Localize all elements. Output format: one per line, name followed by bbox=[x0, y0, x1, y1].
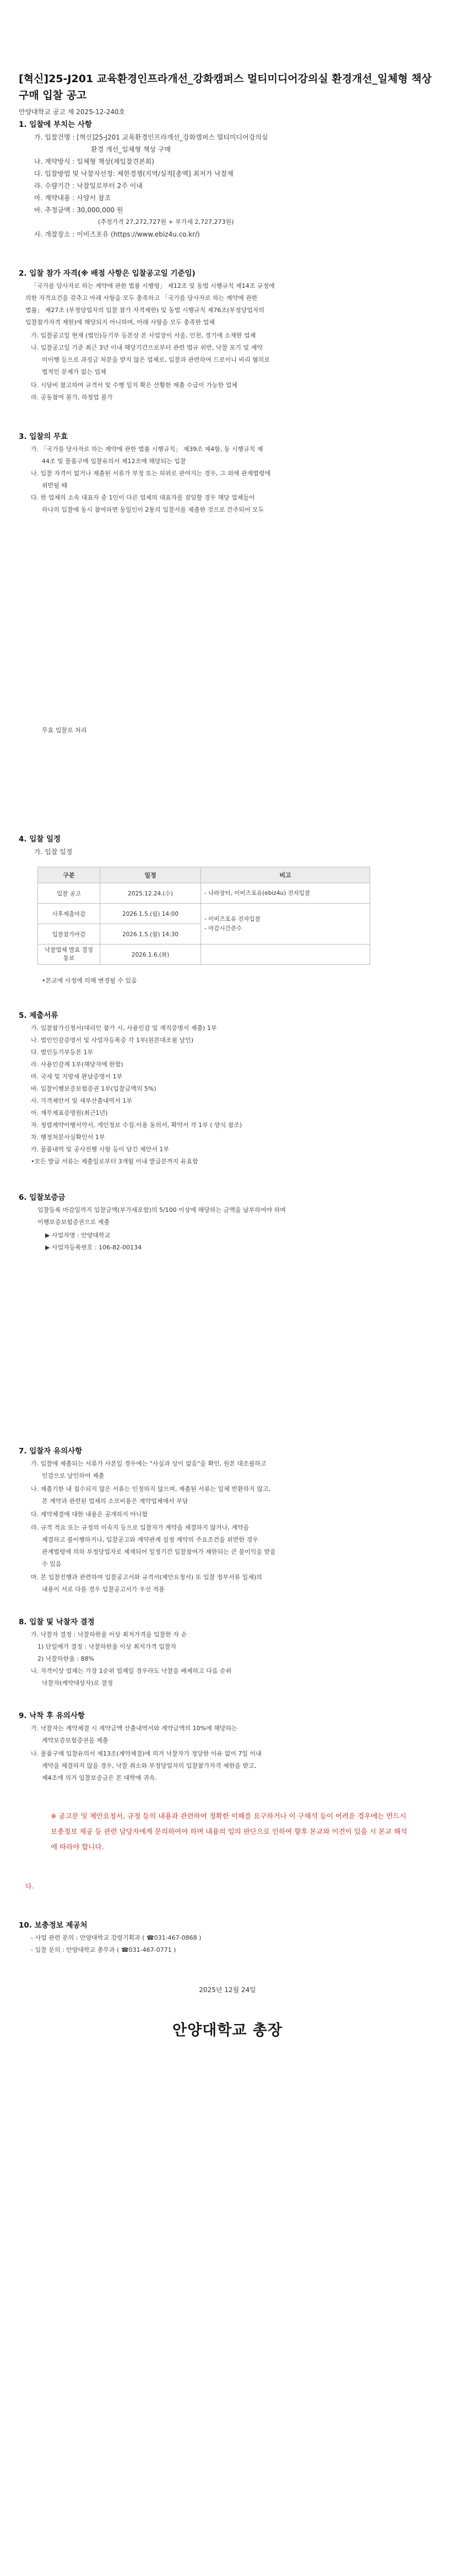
row-note-line: - 이비즈포유 전자입찰 bbox=[204, 915, 261, 922]
s8-item: 2) 낙찰하한율 : 88% bbox=[37, 1655, 95, 1662]
s2-item: 미이행 등으로 과징금 처분을 받지 않은 업체로, 입찰과 관련하여 드로이니 비리 혐의로 bbox=[42, 356, 270, 363]
s8-item: 가. 낙찰자 결정 : 낙찰하한율 이상 최저가격을 입찰한 자 순 bbox=[31, 1631, 187, 1638]
s2-intro: 법률」 제27조 (부정당업자의 입찰 참가 자격제한) 및 동법 시행규칙 제76조(부정당업자의 bbox=[25, 307, 264, 314]
s9-item: 나. 물품구매 입찰유의서 제13조(계약체결)에 의거 낙찰자가 정당한 이유 없이 7일 이내 bbox=[31, 1750, 262, 1757]
row-note-line: - 마감시간준수 bbox=[204, 925, 242, 932]
s5-item: 사. 가격제안서 및 세부산출내역서 1부 bbox=[31, 1097, 132, 1104]
table-row bbox=[38, 944, 370, 965]
s2-intro: 의한 자격요건을 갖추고 아래 사항을 모두 충족하고 「국가를 당사자로 하는 계약에 관한 bbox=[25, 294, 258, 302]
s7-item: 나. 제출기한 내 접수되지 않은 서류는 인정하지 않으며, 제출된 서류는 일체 반환하지 않고, bbox=[31, 1485, 270, 1493]
s1-item: 다. 입찰방법 및 낙찰자선정: 제한경쟁(지역/실적[총액] 최저가 낙찰제 bbox=[34, 170, 234, 178]
s7-item: 인감으로 날인하여 제출 bbox=[42, 1472, 105, 1479]
table-row bbox=[38, 904, 370, 924]
page-title: [혁신]25-J201 교육환경인프라개선_강화캠퍼스 멀티미디어강의실 환경개선_일체형 책상 구매 입찰 공고 bbox=[19, 73, 432, 101]
s2-item: 라. 공동참여 불가, 하청업 불가 bbox=[31, 394, 113, 401]
s4-sub: 가. 입찰 일정 bbox=[34, 848, 73, 856]
section-6-heading: 6. 입찰보증금 bbox=[19, 1193, 66, 1202]
col-header: 일정 bbox=[100, 867, 201, 883]
section-4-heading: 4. 입찰 일정 bbox=[19, 835, 61, 844]
row-date: 2026.1.5.(월) 14:00 bbox=[100, 904, 201, 924]
col-header: 구분 bbox=[38, 867, 100, 883]
s6-bullet: ▶ 사업자등록번호 : 106-82-00134 bbox=[45, 1244, 142, 1251]
col-header: 비고 bbox=[201, 867, 370, 883]
contact-line: - 입찰 문의 : 안양대학교 총무과 ( ☎031-467-0771 ) bbox=[31, 1946, 176, 1954]
table-row bbox=[38, 883, 370, 904]
s2-item: 다. 시담비 참고하여 규격서 및 수행 일지 확은 산황한 제출 수급이 가능한 업체 bbox=[31, 382, 237, 389]
s3-tail: 무효 입찰로 처리 bbox=[42, 727, 87, 734]
s1-item: 가. 입찰건명 : [혁신]25-J201 교육환경인프라개선_강화캠퍼스 멀티미디어강의실 bbox=[34, 133, 268, 141]
s3-item: 나. 입찰 자격이 없거나 제출된 서류가 부정 또는 허위로 판여지는 경우, 그 외에 관계법령에 bbox=[31, 470, 270, 477]
s5-item: 다. 법인등기부등본 1부 bbox=[31, 1049, 94, 1056]
s5-item: 아. 재무제표증명원(최근1년) bbox=[31, 1109, 108, 1117]
s3-item: 다. 한 업체의 소속 대표자 중 1인이 다른 업체의 대표자를 겸임할 경우 해당 업체들이 bbox=[31, 494, 255, 501]
s6-text: 입찰등록 마감일까지 입찰금액(부가세포함)의 5/100 이상에 해당하는 금액을 납부하여야 하며 bbox=[37, 1206, 286, 1214]
s1-item: 바. 추정금액 : 30,000,000 원 bbox=[34, 206, 123, 214]
s5-item: 나. 법인인감증명서 및 사업자등록증 각 1부(원본대조필 날인) bbox=[31, 1037, 194, 1044]
notice-number: 안양대학교 공고 제 2025-12-240호 bbox=[19, 108, 126, 116]
s7-item: 체결하고 불이행하거나, 입찰공고와 계약관계 설정 계약의 주요조건을 위반한 경우 bbox=[42, 1536, 258, 1543]
s7-item: 수 있음 bbox=[42, 1560, 62, 1568]
s3-item: 44조 및 물품구매 입찰유의서 제12조에 해당되는 입찰 bbox=[42, 458, 186, 465]
section-9-heading: 9. 낙착 후 유의사항 bbox=[19, 1711, 85, 1720]
section-8-heading: 8. 입찰 및 낙찰자 결정 bbox=[19, 1618, 95, 1627]
row-note bbox=[201, 904, 370, 944]
section-2-heading: 2. 입찰 참가 자격(※ 배점 사항은 입찰공고일 기준임) bbox=[19, 269, 196, 278]
s1-item: (추정가격 27,272,727원 + 부가세 2,727,273원) bbox=[98, 218, 234, 226]
s9-item: 제4조에 의거 입찰보증금은 본 대학에 귀속. bbox=[42, 1774, 157, 1781]
s8-item: 낙찰자(계약대상자)로 결정 bbox=[42, 1679, 113, 1687]
s7-item: 내용이 서로 다를 경우 입찰공고서가 우선 적용 bbox=[42, 1586, 165, 1593]
issuer-signature: 안양대학교 총장 bbox=[172, 2022, 283, 2039]
row-label: 낙찰업체 발표 결정 통보 bbox=[38, 944, 100, 965]
caution-paragraph: ※ 공고문 및 제안요청서, 규정 등의 내용과 관련하여 정확한 이해를 요구하거나 이 구해석 등이 어려운 경우에는 반드시 보충정보 제공 등 관련 담당자에게 문의하여야 하며 내용의 임의 판단으로 인하여 향후 본교와 이견이 있을 시 본교 해석에 따라야 합니다. bbox=[51, 1812, 408, 1851]
s5-item: 카. 물품내역 및 공사진행 사항 등이 담긴 제안서 1부 bbox=[31, 1146, 169, 1153]
caution-marker: 다. bbox=[25, 1882, 34, 1890]
issue-date: 2025년 12월 24일 bbox=[199, 1986, 256, 1994]
s1-item: 라. 수량기간 : 낙찰일로부터 2주 이내 bbox=[34, 182, 143, 190]
s7-item: 마. 본 입찰진행과 관련하여 입찰공고서와 규격서(제안요청서) 또 입찰 정부서류 일체)의 bbox=[31, 1574, 262, 1581]
s5-item: 라. 사용인감계 1부(해당자에 한함) bbox=[31, 1061, 123, 1068]
s1-item: 환경 개선_일체형 책상 구매 bbox=[91, 146, 171, 153]
row-label: 입찰참가마감 bbox=[38, 924, 100, 944]
section-3-heading: 3. 입찰의 무효 bbox=[19, 432, 68, 441]
row-label: 입찰 공고 bbox=[38, 883, 100, 904]
row-date: 2026.1.5.(월) 14:30 bbox=[100, 924, 201, 944]
schedule-table bbox=[37, 867, 370, 965]
s2-intro: 입찰참가자격 제한)에 해당되지 아니하며, 아래 사항을 모두 충족한 업체 bbox=[25, 319, 215, 326]
s2-item: 법적인 문제가 없는 업체 bbox=[42, 368, 106, 375]
row-note bbox=[201, 944, 370, 965]
s7-item: 다. 계약체결에 대한 내용은 공개하지 아니함 bbox=[31, 1511, 148, 1518]
s4-footnote: •본교에 사정에 의해 변경될 수 있음 bbox=[42, 977, 137, 984]
s5-item: 바. 입찰이행보증보험증권 1부(입찰금액의 5%) bbox=[31, 1085, 156, 1092]
s9-item: 가. 낙찰자는 계약체결 시 계약금액 산출내역서와 계약금액의 10%에 해당하는 bbox=[31, 1725, 237, 1732]
s7-item: 라. 규격 적요 또는 규정의 미숙지 등으로 입찰자가 계약을 체결하지 않거나, 계약을 bbox=[31, 1524, 250, 1531]
s1-item: 사. 개찰장소 : 이비즈포유 (https://www.ebiz4u.co.kr/) bbox=[34, 230, 200, 238]
s8-item: 나. 자격이상 업체는 가장 1순위 업체일 경우라도 낙찰을 배제하고 다음 순위 bbox=[31, 1667, 232, 1675]
table-header-row bbox=[38, 867, 370, 883]
s9-item: 계약을 체결하지 않을 경우, 낙찰 취소와 부정당업자의 입찰참가자격 제한을 받고, bbox=[42, 1762, 257, 1769]
row-date: 2026.1.6.(화) bbox=[100, 944, 201, 965]
s7-item: 본 계약과 관련된 업체의 소모비용은 계약업체에서 부담 bbox=[42, 1498, 188, 1505]
s8-item: 1) 단일예가 결정 : 낙찰하한율 이상 최저가격 입찰자 bbox=[37, 1643, 176, 1650]
section-1-heading: 1. 입찰에 부치는 사항 bbox=[19, 120, 92, 129]
row-note: - 나라장터, 이비즈포유(ebiz4u) 전자입찰 bbox=[201, 883, 370, 904]
s5-item: •모든 발급 서류는 제출일로부터 3개월 이내 발급분까지 유효함 bbox=[31, 1158, 198, 1165]
row-date: 2025.12.24.(수) bbox=[100, 883, 201, 904]
s2-intro: 「국가를 당사자로 하는 계약에 관한 법률 시행령」 제12조 및 동법 시행규칙 제14조 규정에 bbox=[31, 282, 275, 289]
section-7-heading: 7. 입찰자 유의사항 bbox=[19, 1447, 83, 1456]
s6-bullet: ▶ 사업자명 : 안양대학교 bbox=[45, 1232, 111, 1239]
s6-text: 이행보증보험증권으로 제출 bbox=[37, 1219, 110, 1226]
section-10-heading: 10. 보충정보 제공처 bbox=[19, 1921, 88, 1930]
s7-item: 가. 입찰에 제출되는 서류가 사본일 경우에는 "사실과 상이 없음"을 확인, 원본 대조필하고 bbox=[31, 1460, 267, 1467]
s1-item: 나. 계약방식 : 일체형 책상(제입찰견본회) bbox=[34, 158, 154, 165]
s7-item: 관계법령에 의하 부정당업자로 제재되어 일정기간 입찰참여가 제한되는 큰 불이익을 받을 bbox=[42, 1548, 276, 1555]
s1-item: 마. 계약내용 : 사양서 참조 bbox=[34, 194, 111, 202]
contact-line: - 사업 관련 문의 : 안양대학교 강령기획과 ( ☎031-467-0868 ) bbox=[31, 1934, 202, 1941]
s5-item: 자. 청렴계약이행서약서, 개인정보 수집.이용 동의서, 확약서 각 1부 ( 양식 참조) bbox=[31, 1121, 242, 1129]
s3-item: 가. 「국가를 당사자로 하는 계약에 관한 법률 시행규칙」 제39조 제4항, 동 시행규칙 제 bbox=[31, 446, 263, 453]
s3-item: 위반될 때 bbox=[42, 482, 68, 489]
s2-item: 가. 입찰공고일 현재 (법인)등기부 등본상 본 사업장이 서울, 인천, 경기에 소재한 업체 bbox=[31, 332, 256, 339]
s5-item: 마. 국세 및 지방세 완납증명서 1부 bbox=[31, 1073, 123, 1080]
s2-item: 나. 입찰공고일 기준 최근 3년 이내 해당기간으로부터 관련 법규 위반, 낙찰 포기 및 계약 bbox=[31, 344, 263, 351]
s5-item: 가. 입찰참가신청서(대리인 참가 시, 사용인감 및 재직증명서 제출) 1부 bbox=[31, 1024, 217, 1032]
row-label: 사후제출마감 bbox=[38, 904, 100, 924]
s3-item: 하나의 입찰에 동시 참여하면 동일인이 2통의 입찰서를 제출한 것으로 간주되어 모두 bbox=[42, 506, 264, 513]
s9-item: 계약보증보험증권을 제출 bbox=[42, 1737, 109, 1744]
section-5-heading: 5. 제출서류 bbox=[19, 1011, 58, 1020]
s5-item: 차. 행정처분사실확인서 1부 bbox=[31, 1134, 105, 1141]
